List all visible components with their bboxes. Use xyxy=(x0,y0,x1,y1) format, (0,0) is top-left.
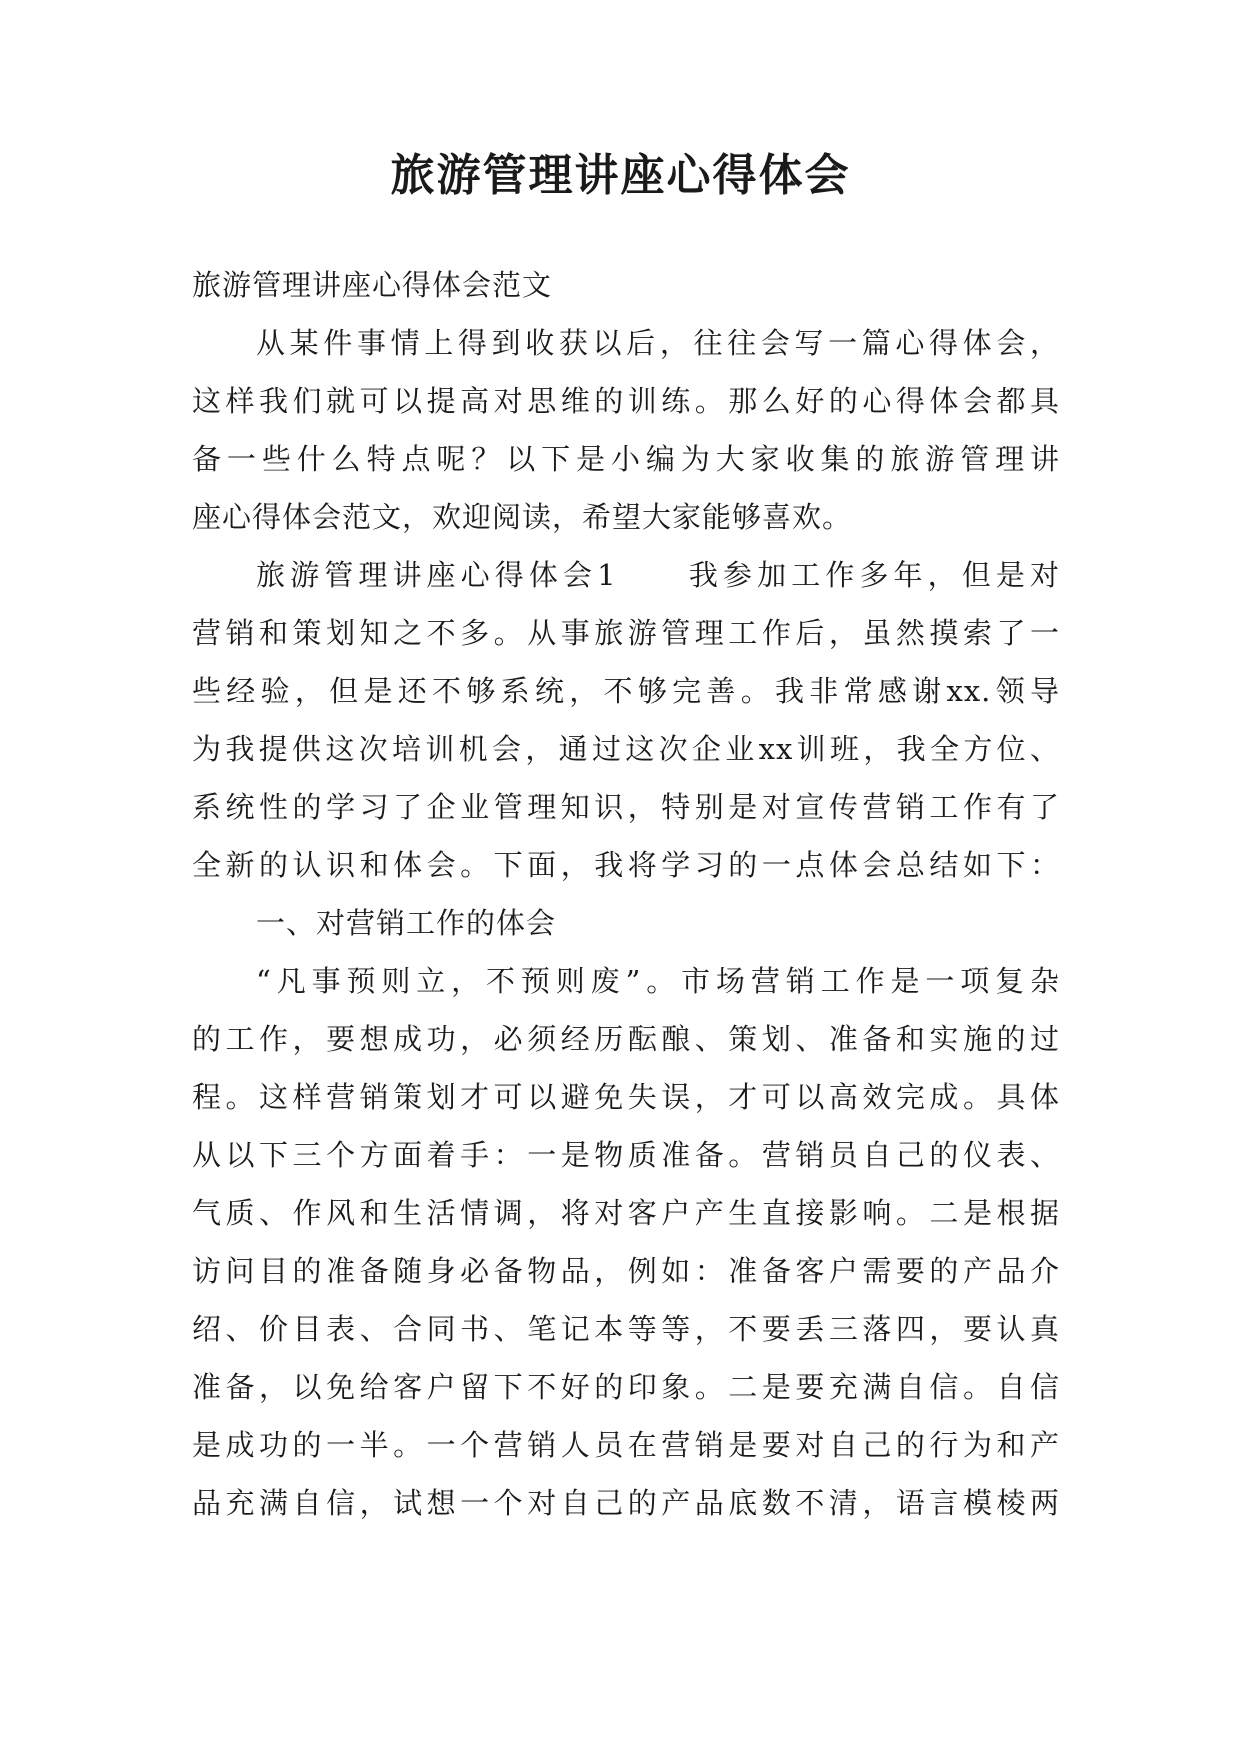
paragraph-line: 座心得体会范文，欢迎阅读，希望大家能够喜欢。 xyxy=(192,500,853,534)
paragraph-line: 全新的认识和体会。下面，我将学习的一点体会总结如下： xyxy=(192,848,1060,882)
paragraph-line: 准备，以免给客户留下不好的印象。二是要充满自信。自信 xyxy=(192,1370,1060,1404)
document-body xyxy=(192,256,1060,1532)
paragraph-line: 绍、价目表、合同书、笔记本等等，不要丢三落四，要认真 xyxy=(192,1312,1060,1346)
paragraph-line: 品充满自信，试想一个对自己的产品底数不清，语言模棱两 xyxy=(192,1486,1060,1520)
paragraph-line: 程。这样营销策划才可以避免失误，才可以高效完成。具体 xyxy=(192,1080,1060,1114)
paragraph-line: 系统性的学习了企业管理知识，特别是对宣传营销工作有了 xyxy=(192,790,1060,824)
paragraph-line: 气质、作风和生活情调，将对客户产生直接影响。二是根据 xyxy=(192,1196,1060,1230)
paragraph-line: 是成功的一半。一个营销人员在营销是要对自己的行为和产 xyxy=(192,1428,1060,1462)
paragraph-line: 为我提供这次培训机会，通过这次企业xx训班，我全方位、 xyxy=(192,732,1060,766)
paragraph-line: 从以下三个方面着手：一是物质准备。营销员自己的仪表、 xyxy=(192,1138,1060,1172)
paragraph-line: 些经验，但是还不够系统，不够完善。我非常感谢xx.领导 xyxy=(192,674,1060,708)
document-title: 旅游管理讲座心得体会 xyxy=(390,150,851,201)
paragraph-line: 的工作，要想成功，必须经历酝酿、策划、准备和实施的过 xyxy=(192,1022,1060,1056)
paragraph-line: 这样我们就可以提高对思维的训练。那么好的心得体会都具 xyxy=(192,384,1060,418)
paragraph-line: “凡事预则立，不预则废”。市场营销工作是一项复杂 xyxy=(256,964,1060,998)
paragraph-line: 访问目的准备随身必备物品，例如：准备客户需要的产品介 xyxy=(192,1254,1060,1288)
paragraph-line: 从某件事情上得到收获以后，往往会写一篇心得体会， xyxy=(256,326,1060,360)
paragraph-line: 备一些什么特点呢？以下是小编为大家收集的旅游管理讲 xyxy=(192,442,1060,476)
section-heading: 一、对营销工作的体会 xyxy=(256,906,557,940)
paragraph-line: 旅游管理讲座心得体会1 我参加工作多年，但是对 xyxy=(256,558,1060,592)
paragraph-line: 营销和策划知之不多。从事旅游管理工作后，虽然摸索了一 xyxy=(192,616,1060,650)
subtitle-line: 旅游管理讲座心得体会范文 xyxy=(192,268,553,302)
